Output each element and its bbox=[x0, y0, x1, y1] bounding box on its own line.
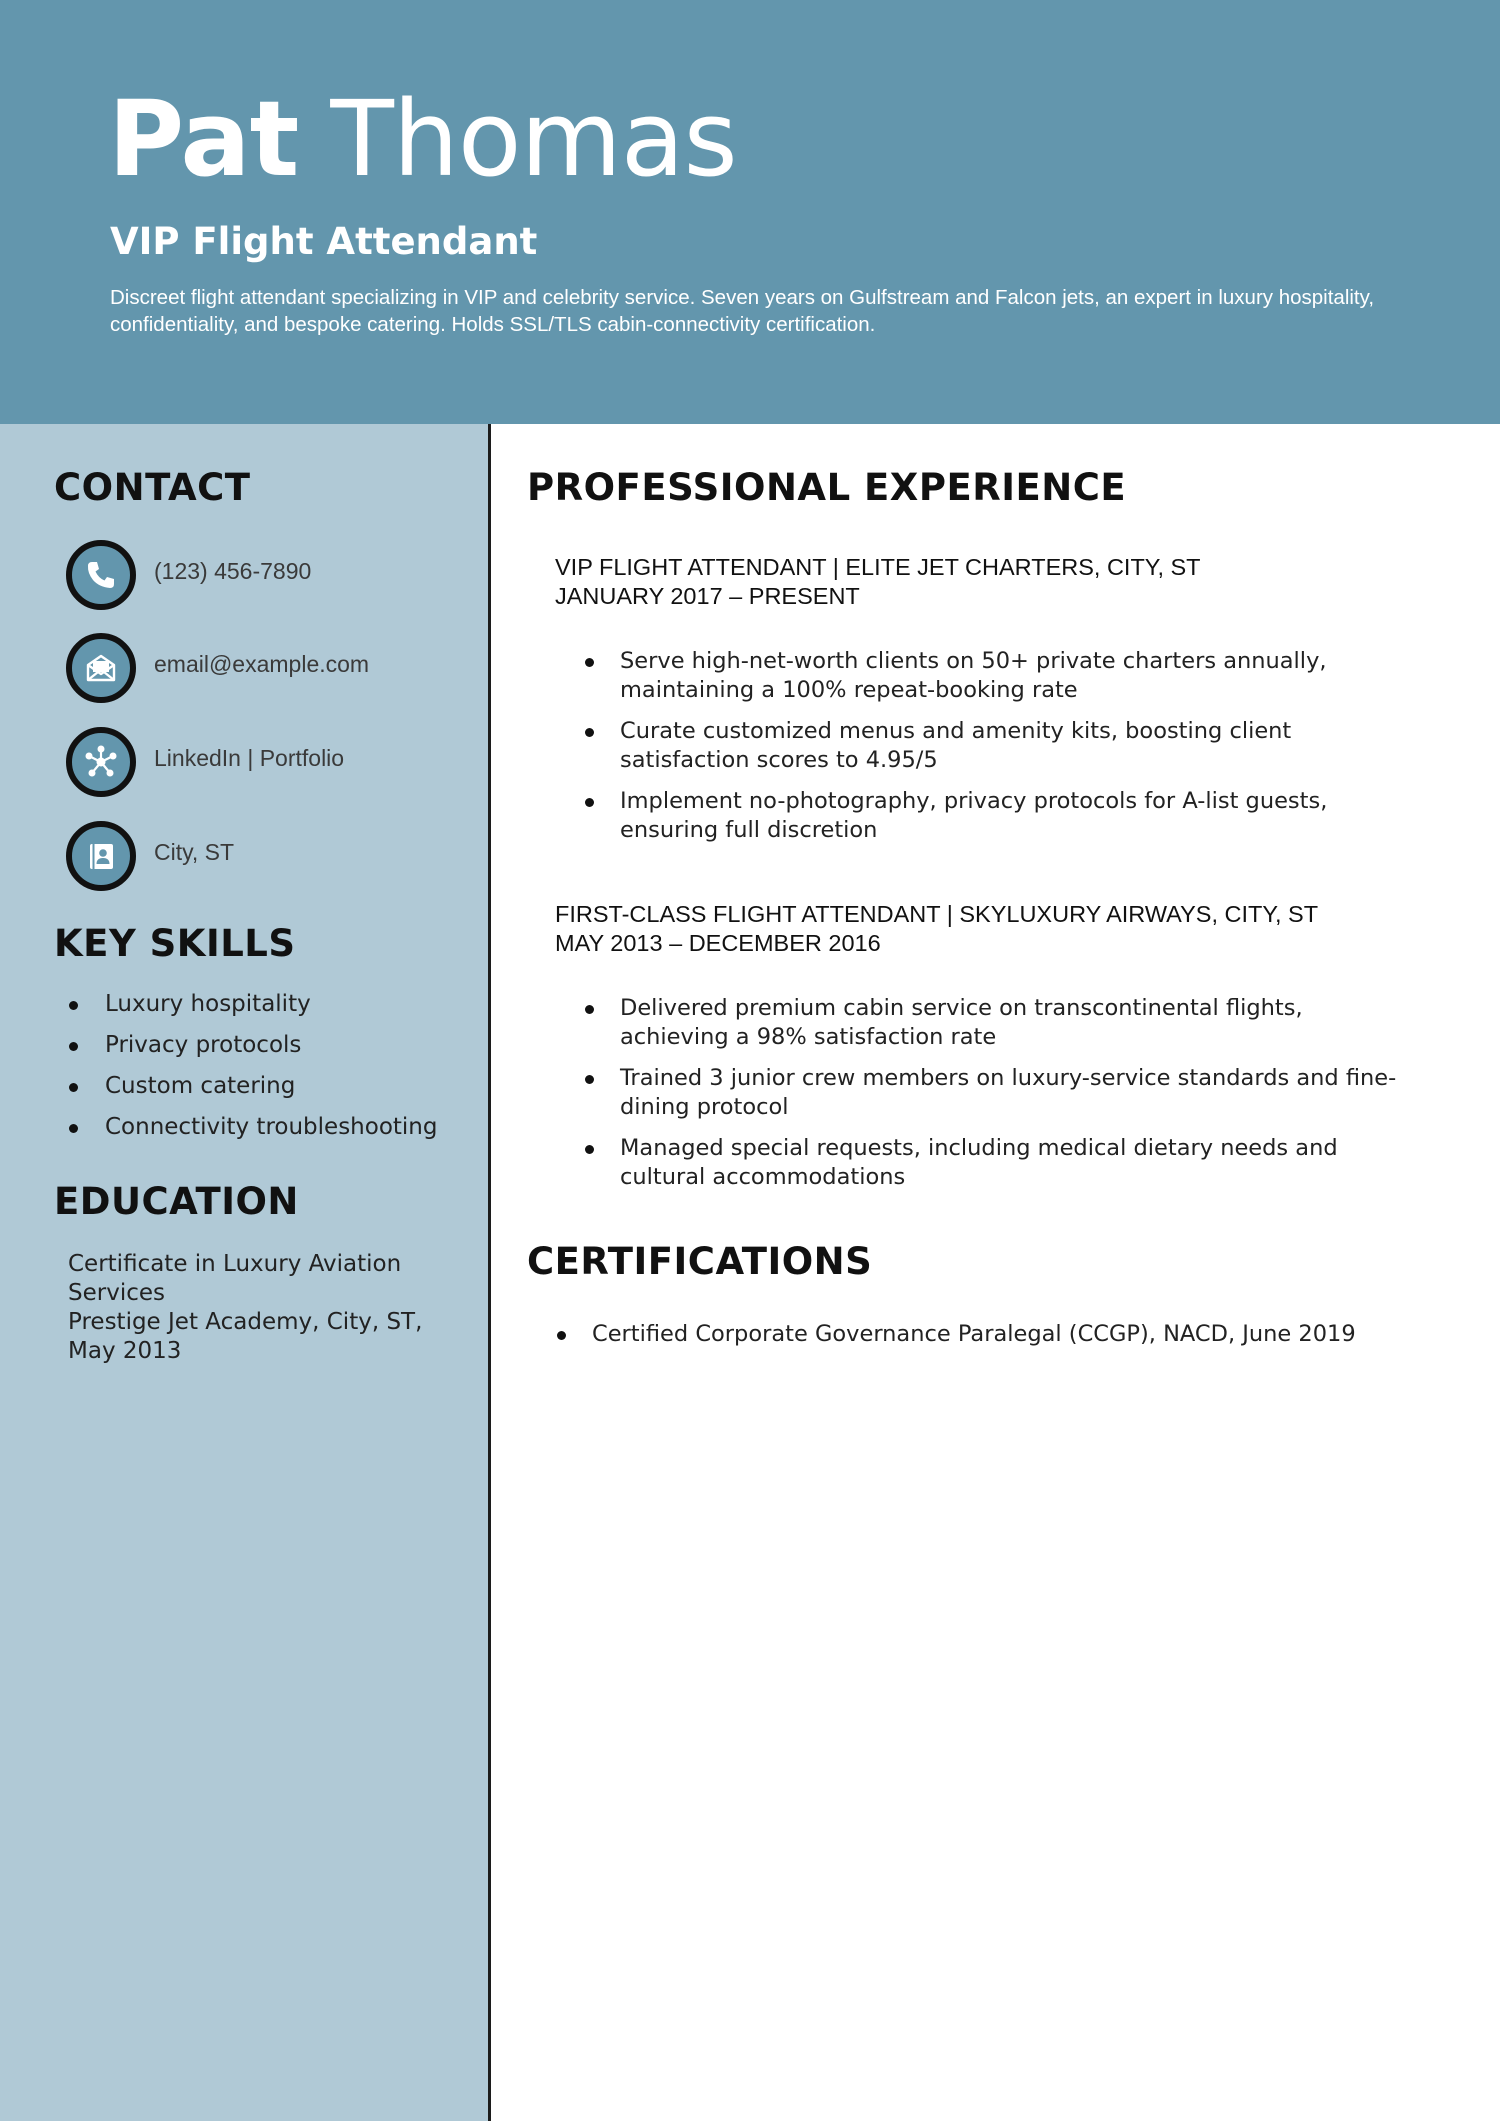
email-icon bbox=[66, 633, 136, 703]
contact-heading: CONTACT bbox=[54, 466, 251, 509]
skills-heading: KEY SKILLS bbox=[54, 922, 296, 965]
job-header bbox=[555, 553, 1201, 611]
job-bullet: Curate customized menus and amenity kits, boosting client satisfaction scores to 4.95/5 bbox=[583, 717, 1413, 775]
experience-heading: PROFESSIONAL EXPERIENCE bbox=[527, 466, 1127, 509]
job-dates: JANUARY 2017 – PRESENT bbox=[555, 583, 860, 609]
job-title-line: VIP FLIGHT ATTENDANT | ELITE JET CHARTERS, CITY, ST bbox=[555, 554, 1201, 580]
first-name: Pat bbox=[108, 78, 299, 200]
links-text: LinkedIn | Portfolio bbox=[154, 745, 345, 771]
job-dates: MAY 2013 – DECEMBER 2016 bbox=[555, 930, 881, 956]
job-bullets bbox=[583, 994, 1413, 1192]
certifications-heading: CERTIFICATIONS bbox=[527, 1240, 873, 1283]
job-title: VIP Flight Attendant bbox=[110, 220, 538, 263]
location-text: City, ST bbox=[154, 839, 235, 865]
certifications-list bbox=[555, 1320, 1455, 1349]
last-name: Thomas bbox=[330, 78, 737, 200]
contact-email bbox=[66, 633, 466, 703]
job-bullet: Serve high-net-worth clients on 50+ private charters annually, maintaining a 100% repeat-booking rate bbox=[583, 647, 1413, 705]
contact-links bbox=[66, 727, 466, 797]
skills-list bbox=[66, 988, 437, 1152]
phone-text: (123) 456-7890 bbox=[154, 558, 312, 584]
education-degree: Certificate in Luxury Aviation Services bbox=[68, 1251, 402, 1306]
contact-phone bbox=[66, 540, 466, 610]
job-bullet: Delivered premium cabin service on transcontinental flights, achieving a 98% satisfaction rate bbox=[583, 994, 1413, 1052]
job-title-line: FIRST-CLASS FLIGHT ATTENDANT | SKYLUXURY AIRWAYS, CITY, ST bbox=[555, 901, 1319, 927]
column-divider bbox=[488, 424, 491, 2121]
contact-location bbox=[66, 821, 466, 891]
job-bullets bbox=[583, 647, 1413, 845]
job-bullet: Trained 3 junior crew members on luxury-service standards and fine-dining protocol bbox=[583, 1064, 1413, 1122]
header-banner bbox=[0, 0, 1500, 424]
skill-item: Connectivity troubleshooting bbox=[66, 1111, 437, 1152]
skill-item: Privacy protocols bbox=[66, 1029, 437, 1070]
job-header bbox=[555, 900, 1318, 958]
network-icon bbox=[66, 727, 136, 797]
summary-text: Discreet flight attendant specializing in VIP and celebrity service. Seven years on Gulfstream and Falcon jets, an expert in luxury hospitality, confidentiality, and bespoke catering. Holds SSL/TLS cabin-connectivity certification. bbox=[110, 286, 1375, 336]
education-school: Prestige Jet Academy, City, ST, May 2013 bbox=[68, 1309, 423, 1364]
job-bullet: Implement no-photography, privacy protocols for A-list guests, ensuring full discretion bbox=[583, 787, 1413, 845]
address-book-icon bbox=[66, 821, 136, 891]
education-heading: EDUCATION bbox=[54, 1180, 299, 1223]
skill-item: Luxury hospitality bbox=[66, 988, 437, 1029]
skill-item: Custom catering bbox=[66, 1070, 437, 1111]
education-entry bbox=[68, 1250, 428, 1366]
email-text: email@example.com bbox=[154, 651, 370, 677]
certification-item: Certified Corporate Governance Paralegal (CCGP), NACD, June 2019 bbox=[555, 1320, 1455, 1349]
phone-icon bbox=[66, 540, 136, 610]
candidate-name bbox=[108, 78, 737, 200]
job-bullet: Managed special requests, including medical dietary needs and cultural accommodations bbox=[583, 1134, 1413, 1192]
